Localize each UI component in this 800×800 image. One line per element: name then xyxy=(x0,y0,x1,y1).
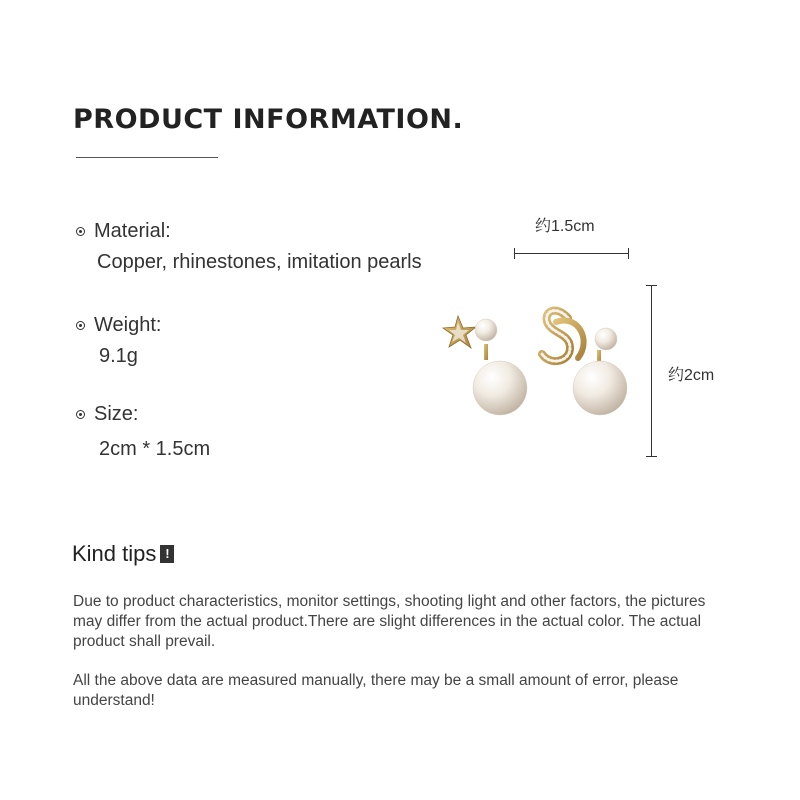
bullet-icon xyxy=(76,227,85,236)
spec-value: 9.1g xyxy=(99,345,138,367)
title-divider xyxy=(76,157,218,158)
kind-tips-label: Kind tips xyxy=(72,541,157,566)
height-dimension-label: 约2cm xyxy=(668,367,715,384)
height-dimension-tick xyxy=(646,285,657,286)
spec-value: Copper, rhinestones, imitation pearls xyxy=(97,251,422,273)
tips-disclaimer-color: Due to product characteristics, monitor settings, shooting light and other factors, the pictures may differ from the actual product.There are slight differences in the actual color. The actual product shall prevail. xyxy=(73,593,706,650)
spec-value: 2cm * 1.5cm xyxy=(99,438,211,460)
kind-tips-heading xyxy=(72,541,174,567)
spec-label: Size: xyxy=(94,403,139,425)
spec-label: Material: xyxy=(94,220,171,242)
spec-material xyxy=(76,220,422,274)
star-earring xyxy=(443,316,527,415)
tips-disclaimer-measurement: All the above data are measured manually, there may be a small amount of error, please understand! xyxy=(73,672,679,709)
width-dimension-tick xyxy=(514,248,515,259)
spec-size xyxy=(76,403,210,461)
earrings-product-image xyxy=(438,300,638,425)
spec-weight xyxy=(76,314,161,368)
bullet-icon xyxy=(76,410,85,419)
page-title: PRODUCT INFORMATION. xyxy=(73,104,464,135)
width-dimension-label: 约1.5cm xyxy=(535,218,595,235)
width-dimension-tick xyxy=(628,248,629,259)
exclamation-icon: ! xyxy=(160,545,174,563)
spec-label: Weight: xyxy=(94,314,162,336)
height-dimension-line xyxy=(651,285,652,457)
height-dimension-tick xyxy=(646,456,657,457)
width-dimension-line xyxy=(514,253,629,254)
letter-earring xyxy=(542,311,627,415)
bullet-icon xyxy=(76,321,85,330)
